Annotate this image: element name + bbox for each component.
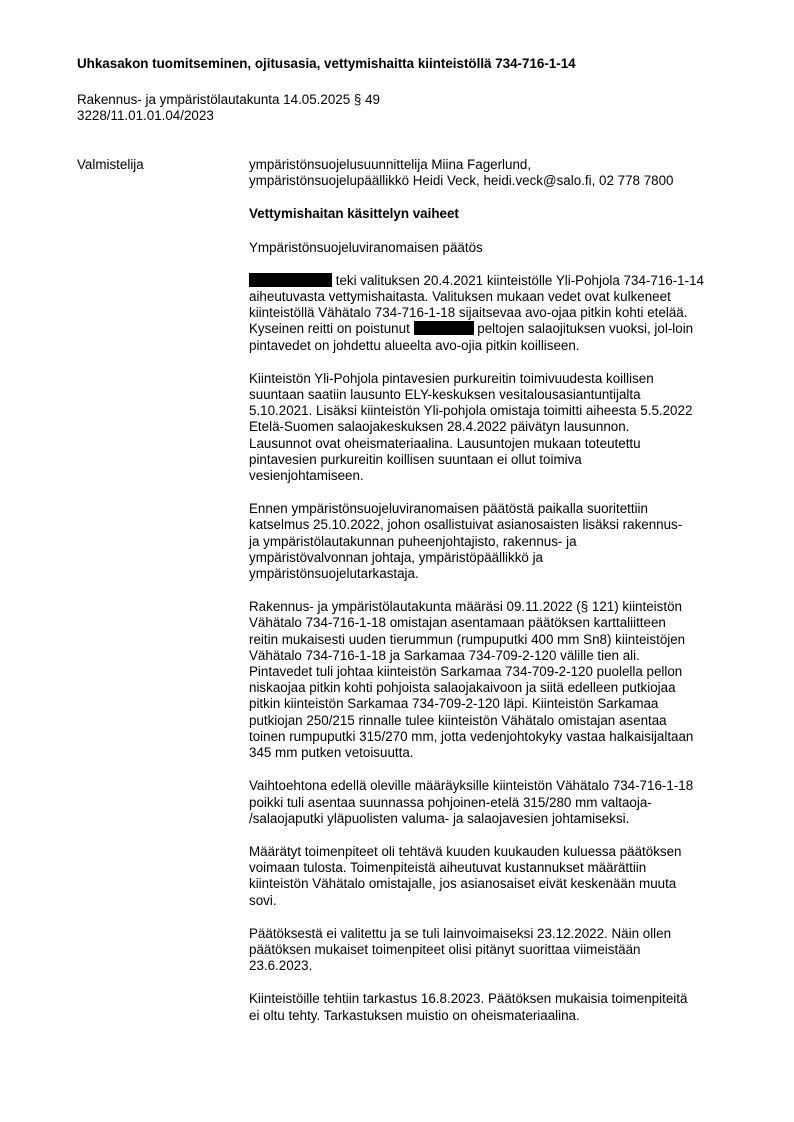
preparer-label: Valmistelija bbox=[77, 157, 144, 172]
text-line: suuntaan saatiin lausunto ELY-keskuksen vesitalousasiantuntijalta bbox=[249, 387, 641, 403]
text-line: kiinteistöllä Vähätalo 734-716-1-18 sijaitsevaa avo-ojaa pitkin kohti etelää. bbox=[249, 305, 688, 321]
text-line: pitkin kiinteistön Sarkamaa 734-709-2-120 läpi. Kiinteistön Sarkamaa bbox=[249, 696, 659, 712]
paragraph-inspection bbox=[249, 501, 749, 582]
text-line: /salaojaputki yläpuolisten valuma- ja salaojavesien johtamiseksi. bbox=[249, 810, 630, 826]
text-line: päätöksen mukaiset toimenpiteet olisi pitänyt suorittaa viimeistään bbox=[249, 941, 641, 957]
document-body bbox=[249, 157, 749, 1041]
text-line: aiheutuvasta vettymishaitasta. Valituksen mukaan vedet ovat kulkeneet bbox=[249, 289, 671, 305]
text-line: pintavedet on johdettu alueelta avo-ojia pitkin koilliseen. bbox=[249, 337, 580, 353]
text-line: pintavesien purkureitin koillisen suuntaan ei ollut toimiva bbox=[249, 451, 582, 467]
text-line: 23.6.2023. bbox=[249, 958, 313, 974]
text-line: Kiinteistön Yli-Pohjola pintavesien purkureitin toimivuudesta koillisen bbox=[249, 370, 654, 386]
text-line: Lausunnot ovat oheismateriaalina. Lausuntojen mukaan toteutettu bbox=[249, 435, 641, 451]
paragraph-complaint bbox=[249, 273, 749, 354]
text-line bbox=[249, 273, 749, 289]
text-line: 5.10.2021. Lisäksi kiinteistön Yli-pohjola omistaja toimitti aiheesta 5.5.2022 bbox=[249, 403, 693, 419]
text-line: niskaojaa pitkin kohti pohjoista salaojakaivoon ja siitä edelleen putkiojaa bbox=[249, 680, 676, 696]
document-title: Uhkasakon tuomitseminen, ojitusasia, vettymishaitta kiinteistöllä 734-716-1-14 bbox=[77, 56, 576, 71]
text-line: Rakennus- ja ympäristölautakunta määräsi 09.11.2022 (§ 121) kiinteistön bbox=[249, 599, 682, 615]
text-line: 345 mm putken vetoisuutta. bbox=[249, 745, 414, 761]
text-line: Vaihtoehtona edellä oleville määräyksille kiinteistön Vähätalo 734-716-1-18 bbox=[249, 778, 694, 794]
subheading: Ympäristönsuojeluviranomaisen päätös bbox=[249, 239, 483, 255]
paragraph-order bbox=[249, 599, 749, 761]
text-line: Etelä-Suomen salaojakeskuksen 28.4.2022 päivätyn lausunnon. bbox=[249, 419, 630, 435]
text-line: ei oltu tehty. Tarkastuksen muistio on oheismateriaalina. bbox=[249, 1007, 580, 1023]
paragraph-alternative bbox=[249, 778, 749, 827]
text-line: putkiojan 250/215 rinnalle tulee kiinteistön Vähätalo omistajan asentaa bbox=[249, 712, 667, 728]
text-fragment: Kyseinen reitti on poistunut bbox=[249, 321, 410, 337]
meeting-reference: Rakennus- ja ympäristölautakunta 14.05.2025 § 49 bbox=[77, 92, 380, 107]
text-line: ympäristövalvonnan johtaja, ympäristöpäällikkö ja bbox=[249, 549, 543, 565]
text-line: Vähätalo 734-716-1-18 ja Sarkamaa 734-709-2-120 välille tien ali. bbox=[249, 647, 640, 663]
text-line: ympäristönsuojelutarkastaja. bbox=[249, 566, 419, 582]
text-fragment: teki valituksen 20.4.2021 kiinteistölle Yli-Pohjola 734-716-1-14 bbox=[335, 272, 704, 288]
preparer-list bbox=[249, 157, 749, 189]
text-line: sovi. bbox=[249, 892, 277, 908]
text-line: Vähätalo 734-716-1-18 omistajan asentamaan päätöksen karttaliitteen bbox=[249, 615, 666, 631]
text-line: katselmus 25.10.2022, johon osallistuivat asianosaisten lisäksi rakennus- bbox=[249, 517, 683, 533]
paragraph-statements bbox=[249, 371, 749, 484]
text-line: toinen rumpuputki 315/270 mm, jotta vedenjohtokyky vastaa halkaisijaltaan bbox=[249, 728, 694, 744]
text-line: Ennen ympäristönsuojeluviranomaisen päätöstä paikalla suoritettiin bbox=[249, 501, 648, 517]
text-line: Kiinteistöille tehtiin tarkastus 16.8.2023. Päätöksen mukaisia toimenpiteitä bbox=[249, 991, 688, 1007]
text-line bbox=[249, 321, 749, 337]
redaction-box bbox=[414, 321, 474, 335]
paragraph-review bbox=[249, 991, 749, 1023]
text-fragment: peltojen salaojituksen vuoksi, jol-loin bbox=[477, 321, 694, 337]
section-heading: Vettymishaitan käsittelyn vaiheet bbox=[249, 206, 459, 222]
text-line: vesienjohtamiseen. bbox=[249, 468, 364, 484]
text-line: ja ympäristölautakunnan puheenjohtajisto, rakennus- ja bbox=[249, 533, 577, 549]
text-line: Pintavedet tuli johtaa kiinteistön Sarkamaa 734-709-2-120 puolella pellon bbox=[249, 664, 683, 680]
text-line: voimaan tulosta. Toimenpiteistä aiheutuvat kustannukset määrättiin bbox=[249, 860, 647, 876]
text-line: Päätöksestä ei valitettu ja se tuli lainvoimaiseksi 23.12.2022. Näin ollen bbox=[249, 925, 672, 941]
paragraph-deadline bbox=[249, 844, 749, 909]
redaction-box bbox=[249, 273, 332, 287]
text-line: reitin mukaisesti uuden tierummun (rumpuputki 400 mm Sn8) kiinteistöjen bbox=[249, 631, 686, 647]
text-line: Määrätyt toimenpiteet oli tehtävä kuuden kuukauden kuluessa päätöksen bbox=[249, 843, 682, 859]
text-line: poikki tuli asentaa suunnassa pohjoinen-etelä 315/280 mm valtaoja- bbox=[249, 794, 652, 810]
paragraph-legal-force bbox=[249, 926, 749, 975]
preparer-line: ympäristönsuojelupäällikkö Heidi Veck, heidi.veck@salo.fi, 02 778 7800 bbox=[249, 173, 674, 189]
text-line: kiinteistön Vähätalo omistajalle, jos asianosaiset eivät keskenään muuta bbox=[249, 876, 677, 892]
diary-number: 3228/11.01.01.04/2023 bbox=[77, 108, 214, 123]
preparer-line: ympäristönsuojelusuunnittelija Miina Fagerlund, bbox=[249, 157, 532, 172]
